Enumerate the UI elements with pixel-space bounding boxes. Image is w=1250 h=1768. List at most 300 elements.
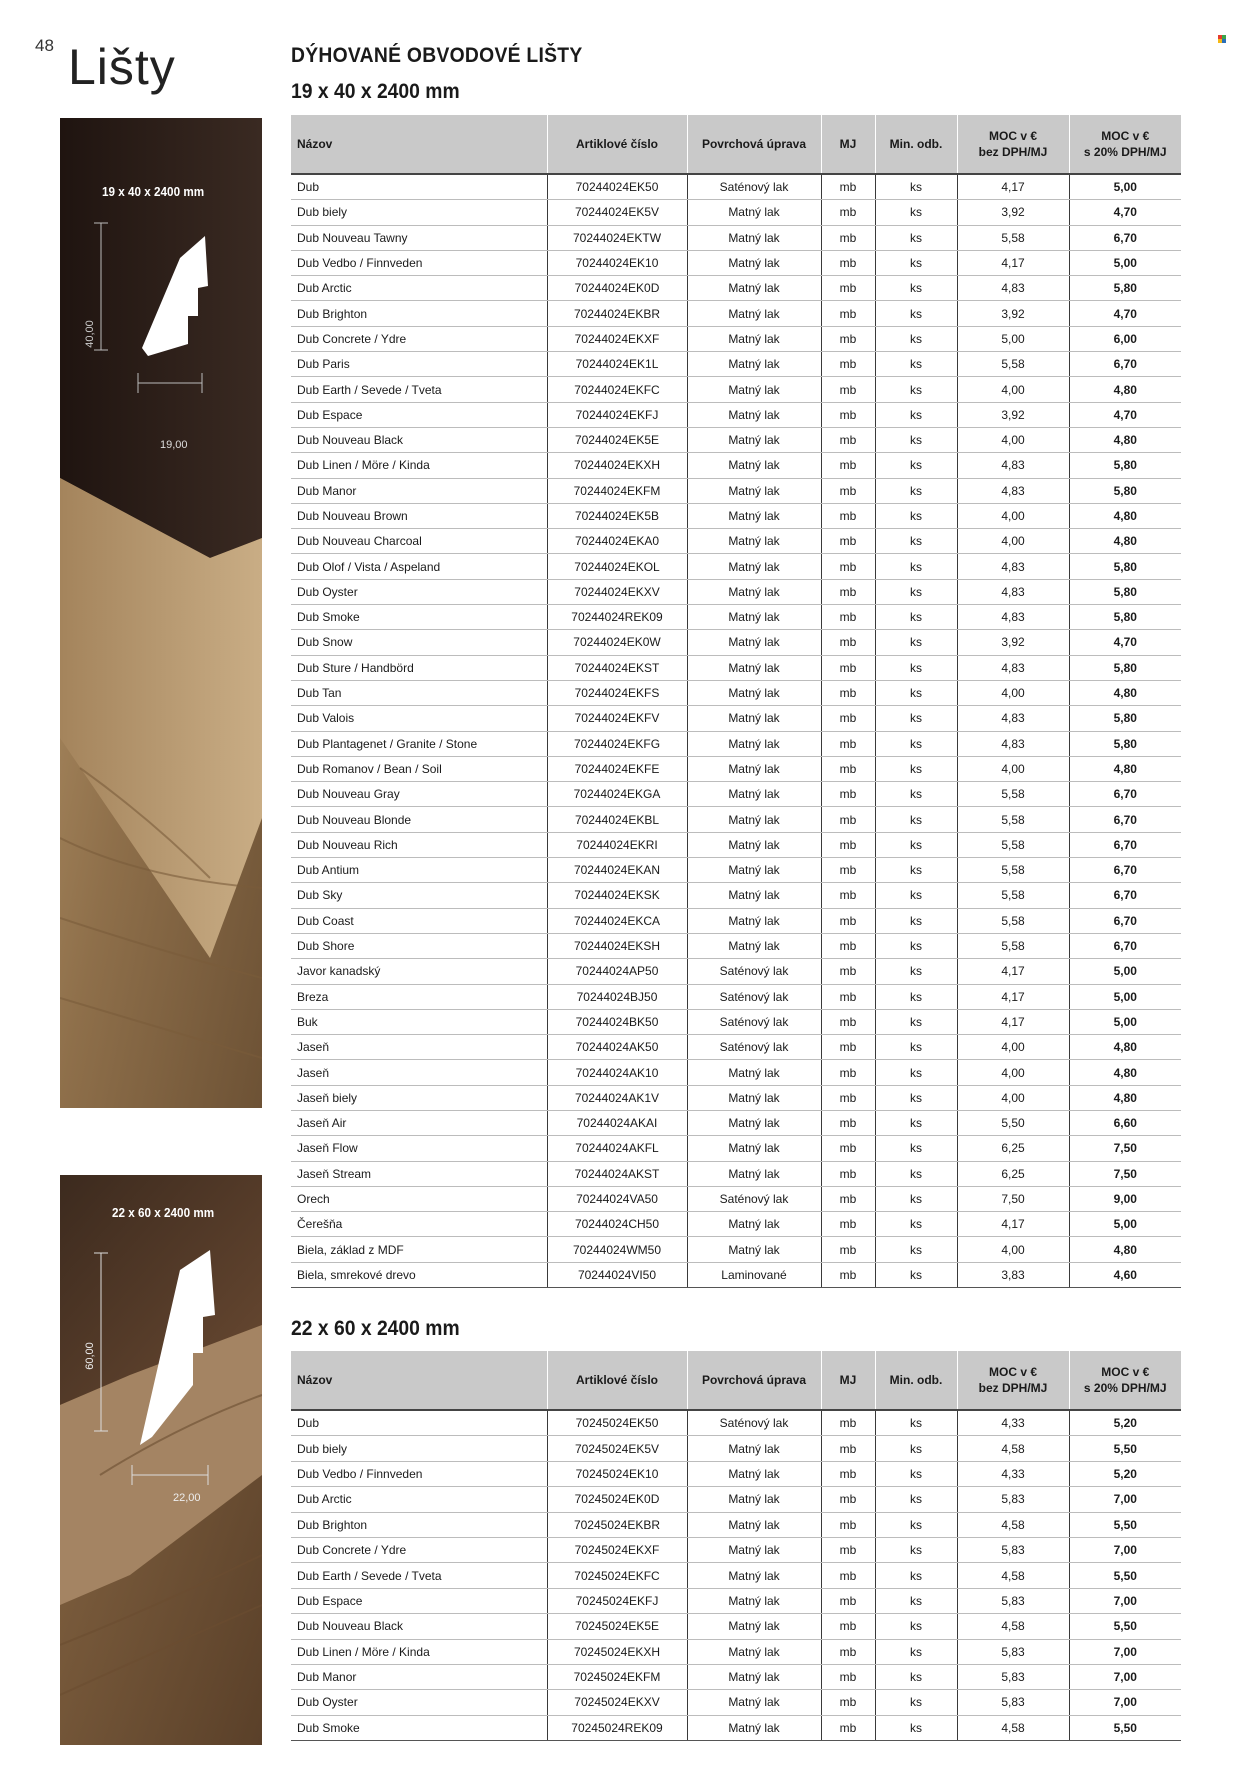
- cell-finish: Matný lak: [687, 933, 821, 958]
- cell-price-vat: 5,80: [1069, 453, 1181, 478]
- cell-price-net: 4,17: [957, 174, 1069, 200]
- cell-name: Dub Olof / Vista / Aspeland: [291, 554, 547, 579]
- cell-price-vat: 6,70: [1069, 832, 1181, 857]
- cell-min: ks: [875, 503, 957, 528]
- cell-price-net: 3,92: [957, 630, 1069, 655]
- cell-price-vat: 6,70: [1069, 352, 1181, 377]
- table-row: [291, 1487, 1181, 1512]
- cell-price-vat: 7,50: [1069, 1161, 1181, 1186]
- cell-article: 70244024EKOL: [547, 554, 687, 579]
- cell-finish: Matný lak: [687, 630, 821, 655]
- cell-min: ks: [875, 1060, 957, 1085]
- cell-min: ks: [875, 782, 957, 807]
- cell-article: 70245024REK09: [547, 1715, 687, 1740]
- cell-min: ks: [875, 832, 957, 857]
- cell-price-vat: 7,00: [1069, 1588, 1181, 1613]
- cell-finish: Matný lak: [687, 1588, 821, 1613]
- cell-price-vat: 7,00: [1069, 1639, 1181, 1664]
- cell-finish: Matný lak: [687, 1060, 821, 1085]
- cell-finish: Matný lak: [687, 453, 821, 478]
- cell-finish: Matný lak: [687, 1237, 821, 1262]
- cell-name: Dub Concrete / Ydre: [291, 326, 547, 351]
- table-row: [291, 174, 1181, 200]
- cell-min: ks: [875, 630, 957, 655]
- cell-min: ks: [875, 680, 957, 705]
- cell-name: Dub Paris: [291, 352, 547, 377]
- cell-price-net: 4,00: [957, 1060, 1069, 1085]
- cell-price-vat: 5,50: [1069, 1614, 1181, 1639]
- cell-price-vat: 4,80: [1069, 529, 1181, 554]
- cell-article: 70245024EKXH: [547, 1639, 687, 1664]
- table-row: [291, 503, 1181, 528]
- cell-price-vat: 4,80: [1069, 427, 1181, 452]
- cell-unit: mb: [821, 225, 875, 250]
- table-row: [291, 1237, 1181, 1262]
- cell-article: 70244024EKA0: [547, 529, 687, 554]
- cell-price-vat: 5,20: [1069, 1410, 1181, 1436]
- page-title: DÝHOVANÉ OBVODOVÉ LIŠTY: [291, 44, 583, 67]
- cell-finish: Matný lak: [687, 529, 821, 554]
- cell-price-vat: 5,80: [1069, 605, 1181, 630]
- cell-unit: mb: [821, 377, 875, 402]
- size-heading-1: 19 x 40 x 2400 mm: [291, 80, 460, 103]
- cell-name: Dub Oyster: [291, 1690, 547, 1715]
- cell-finish: Matný lak: [687, 883, 821, 908]
- cell-article: 70244024EKFC: [547, 377, 687, 402]
- cell-finish: Matný lak: [687, 680, 821, 705]
- cell-finish: Matný lak: [687, 1690, 821, 1715]
- cell-price-net: 4,83: [957, 655, 1069, 680]
- cell-finish: Matný lak: [687, 858, 821, 883]
- cell-price-vat: 4,80: [1069, 1085, 1181, 1110]
- cell-unit: mb: [821, 1212, 875, 1237]
- cell-price-net: 4,83: [957, 605, 1069, 630]
- table-row: [291, 200, 1181, 225]
- height-dimension: 40,00: [83, 320, 96, 348]
- cell-article: 70245024EK50: [547, 1410, 687, 1436]
- table-row: [291, 1262, 1181, 1287]
- cell-min: ks: [875, 1110, 957, 1135]
- cell-unit: mb: [821, 1690, 875, 1715]
- cell-finish: Matný lak: [687, 250, 821, 275]
- cell-unit: mb: [821, 453, 875, 478]
- cell-price-net: 4,83: [957, 276, 1069, 301]
- cell-min: ks: [875, 984, 957, 1009]
- cell-finish: Saténový lak: [687, 1009, 821, 1034]
- cell-price-net: 3,92: [957, 402, 1069, 427]
- cell-name: Dub Valois: [291, 706, 547, 731]
- cell-min: ks: [875, 1537, 957, 1562]
- cell-article: 70244024EKBL: [547, 807, 687, 832]
- cell-article: 70244024VI50: [547, 1262, 687, 1287]
- cell-price-net: 4,33: [957, 1461, 1069, 1486]
- cell-name: Dub Nouveau Tawny: [291, 225, 547, 250]
- cell-unit: mb: [821, 1487, 875, 1512]
- cell-min: ks: [875, 174, 957, 200]
- cell-price-net: 4,58: [957, 1715, 1069, 1740]
- cell-min: ks: [875, 1588, 957, 1613]
- cell-price-vat: 7,00: [1069, 1664, 1181, 1689]
- cell-price-net: 5,50: [957, 1110, 1069, 1135]
- table-row: [291, 377, 1181, 402]
- table-row: [291, 1009, 1181, 1034]
- cell-price-net: 4,83: [957, 706, 1069, 731]
- table-row: [291, 1639, 1181, 1664]
- cell-unit: mb: [821, 1436, 875, 1461]
- cell-unit: mb: [821, 706, 875, 731]
- cell-unit: mb: [821, 1512, 875, 1537]
- cell-finish: Matný lak: [687, 782, 821, 807]
- cell-name: Dub Nouveau Brown: [291, 503, 547, 528]
- col-header-article: Artiklové číslo: [547, 1351, 687, 1410]
- cell-name: Dub Coast: [291, 908, 547, 933]
- cell-finish: Saténový lak: [687, 174, 821, 200]
- cell-article: 70244024EKGA: [547, 782, 687, 807]
- cell-name: Dub Earth / Sevede / Tveta: [291, 1563, 547, 1588]
- cell-finish: Matný lak: [687, 503, 821, 528]
- cell-min: ks: [875, 1035, 957, 1060]
- cell-finish: Matný lak: [687, 200, 821, 225]
- cell-name: Dub Concrete / Ydre: [291, 1537, 547, 1562]
- cell-name: Dub Earth / Sevede / Tveta: [291, 377, 547, 402]
- cell-name: Dub Tan: [291, 680, 547, 705]
- cell-finish: Matný lak: [687, 1537, 821, 1562]
- cell-unit: mb: [821, 655, 875, 680]
- col-header-moc-net: MOC v € bez DPH/MJ: [957, 1351, 1069, 1410]
- cell-min: ks: [875, 1664, 957, 1689]
- cell-price-net: 4,58: [957, 1614, 1069, 1639]
- cell-article: 70244024EK5E: [547, 427, 687, 452]
- cell-name: Dub Nouveau Gray: [291, 782, 547, 807]
- table-row: [291, 756, 1181, 781]
- col-header-finish: Povrchová úprava: [687, 115, 821, 174]
- cell-name: Dub Nouveau Charcoal: [291, 529, 547, 554]
- cell-price-vat: 5,80: [1069, 706, 1181, 731]
- cell-min: ks: [875, 427, 957, 452]
- cell-unit: mb: [821, 807, 875, 832]
- cell-unit: mb: [821, 605, 875, 630]
- cell-price-vat: 4,80: [1069, 1237, 1181, 1262]
- brand-logo-icon: [1218, 35, 1226, 43]
- table-row: [291, 1664, 1181, 1689]
- cell-price-net: 4,83: [957, 453, 1069, 478]
- cell-finish: Saténový lak: [687, 959, 821, 984]
- cell-unit: mb: [821, 984, 875, 1009]
- cell-name: Dub Nouveau Rich: [291, 832, 547, 857]
- cell-unit: mb: [821, 1715, 875, 1740]
- cell-price-vat: 4,70: [1069, 301, 1181, 326]
- table-row: [291, 1715, 1181, 1740]
- cell-price-vat: 6,70: [1069, 858, 1181, 883]
- cell-article: 70244024EKFE: [547, 756, 687, 781]
- cell-price-net: 5,58: [957, 933, 1069, 958]
- width-dimension: 19,00: [160, 439, 188, 451]
- cell-price-vat: 6,70: [1069, 807, 1181, 832]
- cell-min: ks: [875, 1212, 957, 1237]
- cell-name: Jaseň Flow: [291, 1136, 547, 1161]
- table-row: [291, 1690, 1181, 1715]
- table-row: [291, 402, 1181, 427]
- cell-price-net: 4,00: [957, 377, 1069, 402]
- cell-price-net: 6,25: [957, 1161, 1069, 1186]
- cell-price-vat: 5,80: [1069, 579, 1181, 604]
- cell-unit: mb: [821, 933, 875, 958]
- cell-min: ks: [875, 1512, 957, 1537]
- cell-price-net: 4,00: [957, 1237, 1069, 1262]
- cell-finish: Matný lak: [687, 1110, 821, 1135]
- cell-finish: Matný lak: [687, 352, 821, 377]
- table-row: [291, 680, 1181, 705]
- cell-name: Biela, základ z MDF: [291, 1237, 547, 1262]
- cell-article: 70244024EKXH: [547, 453, 687, 478]
- cell-price-net: 4,33: [957, 1410, 1069, 1436]
- image-size-label: 19 x 40 x 2400 mm: [102, 184, 205, 199]
- cell-price-net: 4,00: [957, 680, 1069, 705]
- cell-min: ks: [875, 605, 957, 630]
- cell-price-net: 4,17: [957, 1212, 1069, 1237]
- cell-article: 70244024EKBR: [547, 301, 687, 326]
- cell-price-vat: 5,20: [1069, 1461, 1181, 1486]
- product-photo-19x40: [60, 118, 262, 1108]
- table-row: [291, 554, 1181, 579]
- cell-article: 70244024BK50: [547, 1009, 687, 1034]
- cell-name: Dub biely: [291, 200, 547, 225]
- cell-min: ks: [875, 756, 957, 781]
- cell-name: Dub Vedbo / Finnveden: [291, 250, 547, 275]
- cell-article: 70245024EKFJ: [547, 1588, 687, 1613]
- cell-finish: Matný lak: [687, 731, 821, 756]
- cell-finish: Matný lak: [687, 1487, 821, 1512]
- cell-name: Dub Antium: [291, 858, 547, 883]
- cell-price-vat: 6,70: [1069, 908, 1181, 933]
- table-row: [291, 883, 1181, 908]
- cell-price-net: 6,25: [957, 1136, 1069, 1161]
- cell-name: Jaseň: [291, 1035, 547, 1060]
- table-row: [291, 1614, 1181, 1639]
- cell-min: ks: [875, 706, 957, 731]
- cell-price-net: 4,17: [957, 984, 1069, 1009]
- col-header-moc-vat: MOC v € s 20% DPH/MJ: [1069, 115, 1181, 174]
- cell-min: ks: [875, 225, 957, 250]
- cell-min: ks: [875, 1085, 957, 1110]
- cell-price-net: 3,92: [957, 301, 1069, 326]
- col-header-unit: MJ: [821, 1351, 875, 1410]
- cell-price-net: 4,17: [957, 959, 1069, 984]
- cell-price-net: 4,00: [957, 756, 1069, 781]
- cell-unit: mb: [821, 1410, 875, 1436]
- cell-price-vat: 9,00: [1069, 1186, 1181, 1211]
- cell-article: 70244024EKST: [547, 655, 687, 680]
- table-row: [291, 225, 1181, 250]
- cell-price-net: 5,58: [957, 782, 1069, 807]
- table-row: [291, 1512, 1181, 1537]
- cell-unit: mb: [821, 478, 875, 503]
- cell-price-net: 5,83: [957, 1664, 1069, 1689]
- cell-price-vat: 4,80: [1069, 1060, 1181, 1085]
- cell-article: 70244024EKSH: [547, 933, 687, 958]
- cell-unit: mb: [821, 427, 875, 452]
- cell-unit: mb: [821, 554, 875, 579]
- cell-price-net: 5,83: [957, 1588, 1069, 1613]
- cell-article: 70245024EKBR: [547, 1512, 687, 1537]
- cell-min: ks: [875, 1461, 957, 1486]
- cell-unit: mb: [821, 858, 875, 883]
- cell-price-net: 5,83: [957, 1537, 1069, 1562]
- cell-price-net: 4,58: [957, 1563, 1069, 1588]
- cell-price-vat: 5,50: [1069, 1563, 1181, 1588]
- cell-article: 70245024EKXV: [547, 1690, 687, 1715]
- cell-name: Dub Brighton: [291, 1512, 547, 1537]
- table-row: [291, 706, 1181, 731]
- cell-finish: Matný lak: [687, 276, 821, 301]
- cell-finish: Matný lak: [687, 402, 821, 427]
- cell-price-vat: 4,80: [1069, 377, 1181, 402]
- cell-unit: mb: [821, 1563, 875, 1588]
- cell-unit: mb: [821, 250, 875, 275]
- cell-unit: mb: [821, 402, 875, 427]
- cell-name: Dub Shore: [291, 933, 547, 958]
- cell-name: Dub Smoke: [291, 605, 547, 630]
- col-header-name: Názov: [291, 1351, 547, 1410]
- cell-article: 70245024EKFC: [547, 1563, 687, 1588]
- cell-unit: mb: [821, 832, 875, 857]
- cell-article: 70244024AKAI: [547, 1110, 687, 1135]
- cell-unit: mb: [821, 756, 875, 781]
- cell-min: ks: [875, 529, 957, 554]
- cell-price-vat: 4,80: [1069, 756, 1181, 781]
- cell-price-vat: 4,80: [1069, 680, 1181, 705]
- cell-unit: mb: [821, 1161, 875, 1186]
- cell-finish: Matný lak: [687, 832, 821, 857]
- cell-name: Dub: [291, 174, 547, 200]
- cell-name: Dub Manor: [291, 1664, 547, 1689]
- cell-min: ks: [875, 250, 957, 275]
- cell-unit: mb: [821, 680, 875, 705]
- cell-price-net: 4,17: [957, 1009, 1069, 1034]
- cell-price-net: 5,00: [957, 326, 1069, 351]
- cell-min: ks: [875, 908, 957, 933]
- cell-unit: mb: [821, 579, 875, 604]
- table-row: [291, 1060, 1181, 1085]
- cell-article: 70245024EK5E: [547, 1614, 687, 1639]
- cell-min: ks: [875, 858, 957, 883]
- cell-min: ks: [875, 1136, 957, 1161]
- cell-price-net: 5,58: [957, 883, 1069, 908]
- cell-finish: Matný lak: [687, 1461, 821, 1486]
- cell-finish: Matný lak: [687, 605, 821, 630]
- cell-unit: mb: [821, 908, 875, 933]
- cell-article: 70244024EK0D: [547, 276, 687, 301]
- cell-name: Dub Linen / Möre / Kinda: [291, 453, 547, 478]
- cell-unit: mb: [821, 1588, 875, 1613]
- cell-article: 70244024EKFG: [547, 731, 687, 756]
- cell-unit: mb: [821, 1461, 875, 1486]
- cell-price-vat: 6,00: [1069, 326, 1181, 351]
- cell-price-vat: 7,50: [1069, 1136, 1181, 1161]
- cell-finish: Matný lak: [687, 1085, 821, 1110]
- cell-name: Dub Romanov / Bean / Soil: [291, 756, 547, 781]
- cell-min: ks: [875, 1009, 957, 1034]
- cell-finish: Matný lak: [687, 655, 821, 680]
- cell-name: Dub Oyster: [291, 579, 547, 604]
- cell-name: Dub Brighton: [291, 301, 547, 326]
- cell-min: ks: [875, 1563, 957, 1588]
- table-row: [291, 1410, 1181, 1436]
- col-header-moc-net: MOC v € bez DPH/MJ: [957, 115, 1069, 174]
- cell-min: ks: [875, 453, 957, 478]
- cell-price-net: 5,58: [957, 858, 1069, 883]
- cell-price-vat: 5,50: [1069, 1715, 1181, 1740]
- cell-price-net: 4,00: [957, 503, 1069, 528]
- cell-price-net: 4,58: [957, 1436, 1069, 1461]
- cell-article: 70244024EKCA: [547, 908, 687, 933]
- cell-article: 70244024EKAN: [547, 858, 687, 883]
- cell-price-vat: 7,00: [1069, 1690, 1181, 1715]
- cell-min: ks: [875, 959, 957, 984]
- table-row: [291, 1436, 1181, 1461]
- cell-article: 70244024EKSK: [547, 883, 687, 908]
- cell-name: Dub Smoke: [291, 1715, 547, 1740]
- cell-unit: mb: [821, 1085, 875, 1110]
- section-title: Lišty: [68, 39, 176, 95]
- cell-price-vat: 4,70: [1069, 200, 1181, 225]
- cell-article: 70244024EK0W: [547, 630, 687, 655]
- cell-min: ks: [875, 731, 957, 756]
- cell-finish: Matný lak: [687, 807, 821, 832]
- cell-name: Dub Nouveau Black: [291, 427, 547, 452]
- cell-finish: Matný lak: [687, 579, 821, 604]
- cell-min: ks: [875, 1639, 957, 1664]
- cell-min: ks: [875, 1410, 957, 1436]
- table-row: [291, 908, 1181, 933]
- cell-name: Dub Sky: [291, 883, 547, 908]
- cell-article: 70244024VA50: [547, 1186, 687, 1211]
- cell-unit: mb: [821, 1664, 875, 1689]
- cell-finish: Matný lak: [687, 1212, 821, 1237]
- cell-price-net: 4,83: [957, 579, 1069, 604]
- cell-name: Dub: [291, 1410, 547, 1436]
- cell-article: 70244024EK5B: [547, 503, 687, 528]
- cell-article: 70244024AK50: [547, 1035, 687, 1060]
- cell-name: Dub Vedbo / Finnveden: [291, 1461, 547, 1486]
- cell-price-net: 5,58: [957, 225, 1069, 250]
- cell-price-vat: 4,70: [1069, 630, 1181, 655]
- col-header-finish: Povrchová úprava: [687, 1351, 821, 1410]
- cell-price-vat: 4,80: [1069, 503, 1181, 528]
- cell-article: 70245024EKXF: [547, 1537, 687, 1562]
- cell-min: ks: [875, 554, 957, 579]
- table-row: [291, 1588, 1181, 1613]
- cell-min: ks: [875, 1487, 957, 1512]
- cell-price-vat: 5,80: [1069, 276, 1181, 301]
- cell-name: Breza: [291, 984, 547, 1009]
- cell-unit: mb: [821, 782, 875, 807]
- product-photo-22x60: [60, 1175, 262, 1745]
- cell-name: Dub Espace: [291, 1588, 547, 1613]
- cell-min: ks: [875, 1161, 957, 1186]
- cell-min: ks: [875, 1614, 957, 1639]
- cell-name: Jaseň Air: [291, 1110, 547, 1135]
- col-header-min: Min. odb.: [875, 115, 957, 174]
- cell-finish: Matný lak: [687, 1715, 821, 1740]
- cell-price-net: 4,00: [957, 1085, 1069, 1110]
- cell-price-vat: 5,00: [1069, 984, 1181, 1009]
- cell-finish: Matný lak: [687, 427, 821, 452]
- cell-price-net: 5,83: [957, 1639, 1069, 1664]
- cell-price-vat: 5,00: [1069, 1009, 1181, 1034]
- cell-price-vat: 6,70: [1069, 883, 1181, 908]
- cell-finish: Saténový lak: [687, 1186, 821, 1211]
